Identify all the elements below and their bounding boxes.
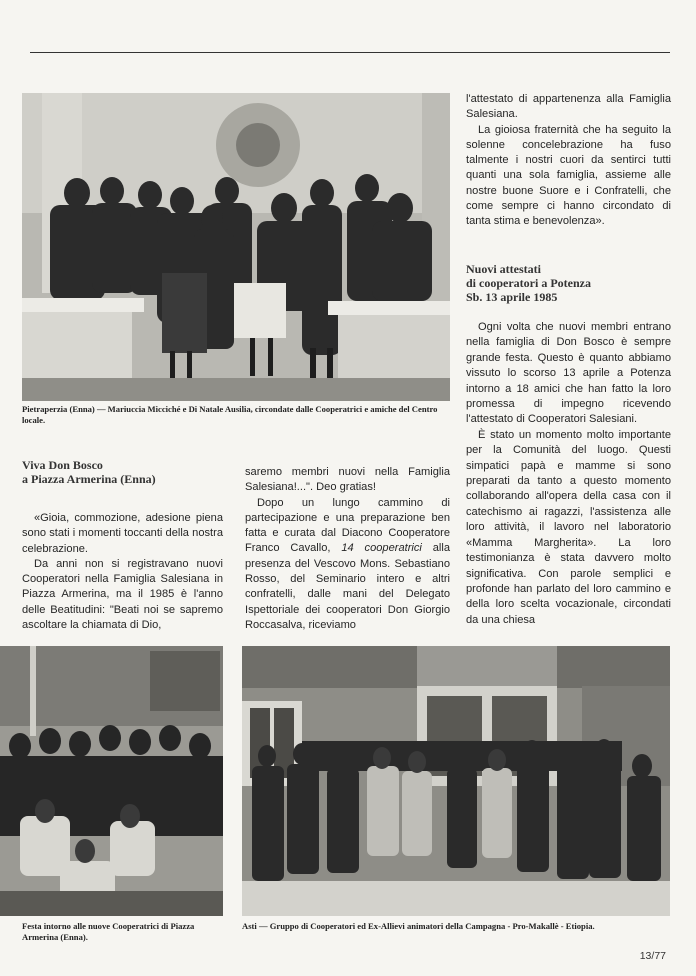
armerina-heading xyxy=(22,458,232,486)
potenza-heading-line1: Nuovi attestati xyxy=(466,262,541,276)
armerina-paragraph-4-italic: 14 cooperatrici xyxy=(341,542,422,555)
article-column-2 xyxy=(245,465,450,633)
page-number: 13/77 xyxy=(639,950,666,962)
top-photo xyxy=(22,93,450,401)
armerina-paragraph-1: «Gioia, commozione, adesione piena sono stati i momenti toccanti della nostra celebrazione. xyxy=(22,512,223,555)
bottom-right-photo xyxy=(242,646,670,916)
potenza-heading-line2: di cooperatori a Potenza xyxy=(466,276,591,290)
armerina-paragraph-4-a: Dopo un lungo cammino di partecipazione e una preparazione ben fatta e curata dal Diacono Cooperatore Franco Cavallo, xyxy=(245,496,450,555)
potenza-heading-line3: Sb. 13 aprile 1985 xyxy=(466,290,558,304)
potenza-column xyxy=(466,320,671,628)
armerina-paragraph-5: l'attestato di appartenenza alla Famiglia Salesiana. xyxy=(466,93,671,121)
armerina-heading-line2: a Piazza Armerina (Enna) xyxy=(22,472,156,486)
armerina-paragraph-2: Da anni non si registravano nuovi Cooperatori nella Famiglia Salesiana in Piazza Armerina, ma il 1985 è l'anno delle Beatitudini: "Beati noi se sapremo ascoltare la chiamata di Dio, xyxy=(22,557,223,632)
group-photo-church-icon xyxy=(22,93,450,401)
armerina-paragraph-4 xyxy=(245,496,450,634)
header-rule xyxy=(30,52,670,53)
armerina-heading-line1: Viva Don Bosco xyxy=(22,458,103,472)
bottom-left-caption: Festa intorno alle nuove Cooperatrici di Piazza Armerina (Enna). xyxy=(22,921,195,942)
group-photo-building-icon xyxy=(242,646,670,916)
armerina-paragraph-3: saremo membri nuovi nella Famiglia Salesiana!...". Deo gratias! xyxy=(245,466,450,494)
potenza-paragraph-2: È stato un momento molto importante per la Comunità del luogo. Questi simpatici papà e mamme si sono preparati da tanto a questo momento collaborando all'opera della casa con il catechismo ai ragazzi, l'assistenza alle loro attività, il lavoro nel laboratorio «Mamma Margherita». La loro testimonianza è stata davvero molto significativa. Con parole semplici e profonde han parlato del loro cammino e della loro scelta vocazionale, circondati da una chiesa xyxy=(466,428,671,626)
article-column-1 xyxy=(22,511,223,633)
group-photo-crowd-icon xyxy=(0,646,223,916)
armerina-paragraph-4-b: alla presenza del Vescovo Mons. Sebastiano Rosso, del Seminario intero e altri confratelli, dalle mani del Delegato Ispettoriale dei cooperatori Don Giorgio Roccasalva, riceviamo xyxy=(245,542,450,631)
potenza-paragraph-1: Ogni volta che nuovi membri entrano nella famiglia di Don Bosco è sempre grande festa. Questo è quanto abbiamo vissuto lo scorso 13 aprile a Potenza intorno a 18 amici che han fatto la loro promessa di impegno ricevendo l'attestato di Cooperatori Salesiani. xyxy=(466,321,671,426)
bottom-right-caption: Asti — Gruppo di Cooperatori ed Ex-Allievi animatori della Campagna - Pro-Makallè - Etiopia. xyxy=(242,921,595,931)
top-photo-caption: Pietraperzia (Enna) — Mariuccia Micciché e Di Natale Ausilia, circondate dalle Cooperatrici e amiche del Centro locale. xyxy=(22,404,438,425)
potenza-heading xyxy=(466,262,671,304)
bottom-left-photo xyxy=(0,646,223,916)
article-column-3 xyxy=(466,92,671,230)
armerina-paragraph-6: La gioiosa fraternità che ha seguito la solenne concelebrazione ha fuso talmente i nostri cuori da sentirci tutti quanti una sola famiglia, assieme alle nostre buone Suore e i Confratelli, che come sempre ci hanno circondato di tanta stima e benevolenza». xyxy=(466,123,671,228)
